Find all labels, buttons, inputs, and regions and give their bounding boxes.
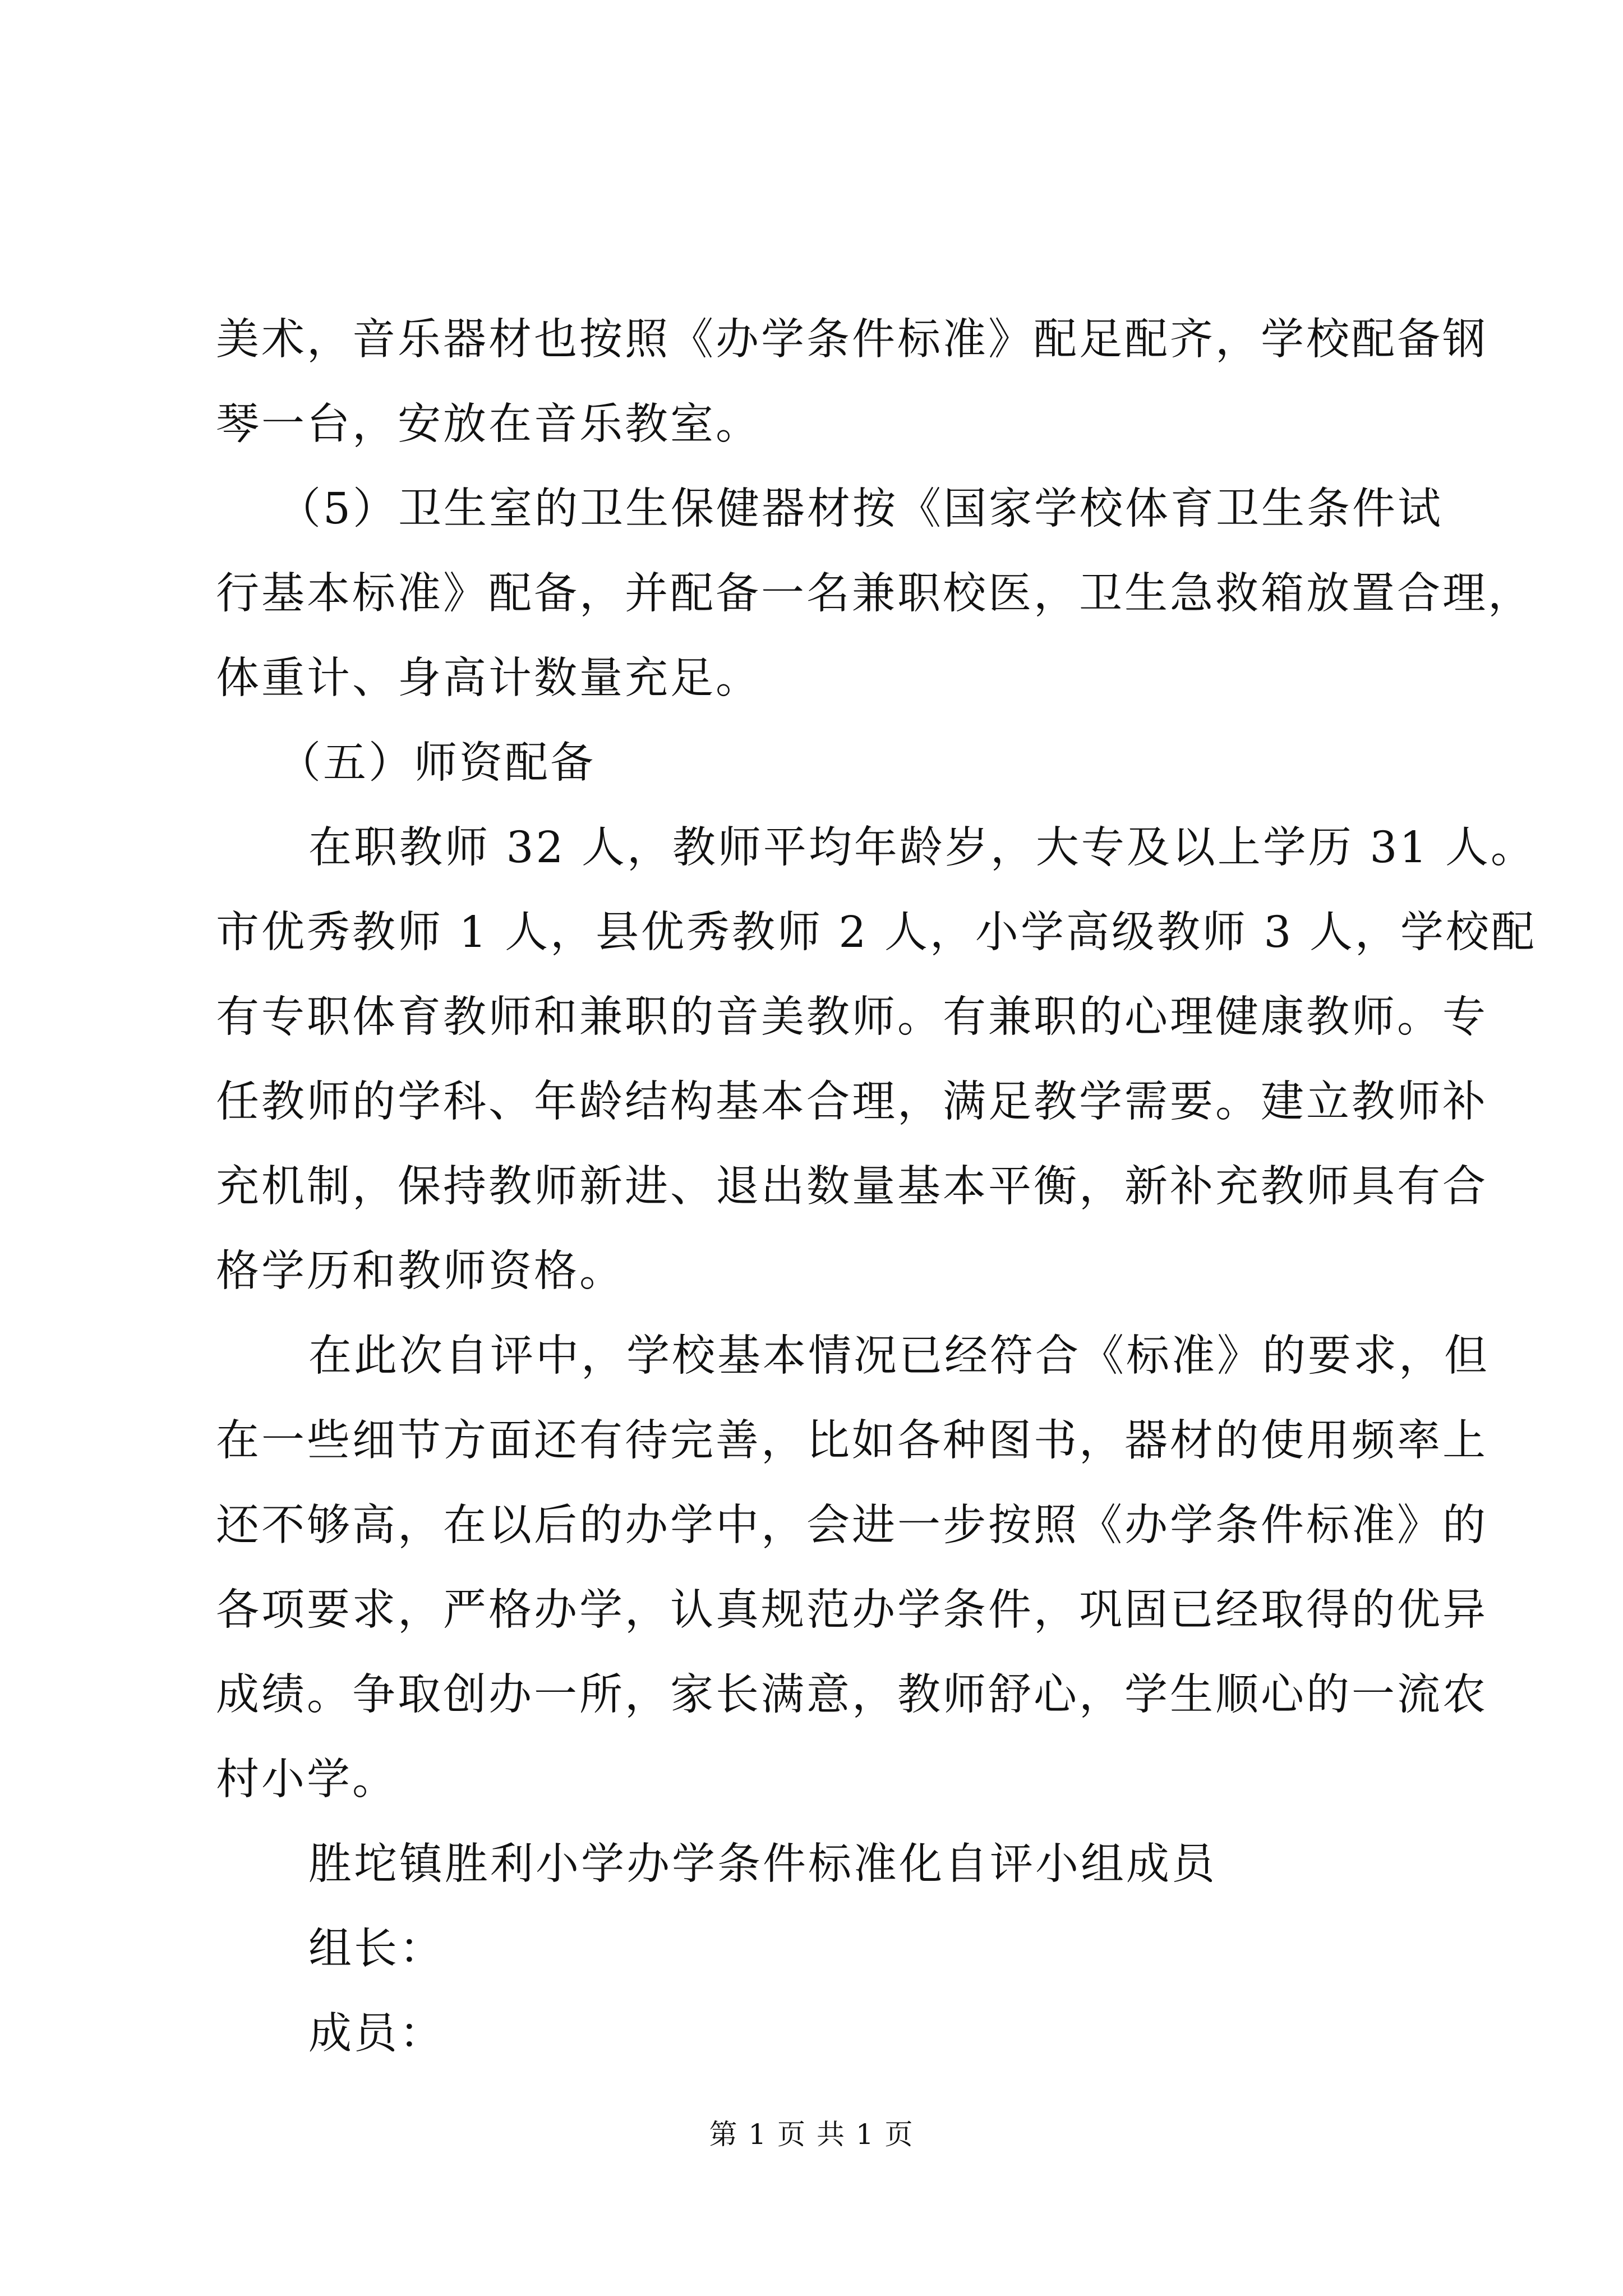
paragraph-line: 各项要求，严格办学，认真规范办学条件，巩固已经取得的优异 xyxy=(216,1585,1488,1635)
group-members-label: 成员： xyxy=(308,2009,445,2059)
paragraph-line: 任教师的学科、年龄结构基本合理，满足教学需要。建立教师补 xyxy=(216,1077,1488,1127)
paragraph-line: 还不够高，在以后的办学中，会进一步按照《办学条件标准》的 xyxy=(216,1501,1488,1550)
paragraph-line: （5）卫生室的卫生保健器材按《国家学校体育卫生条件试 xyxy=(278,484,1443,534)
paragraph-line: 成绩。争取创办一所，家长满意，教师舒心，学生顺心的一流农 xyxy=(216,1670,1488,1720)
paragraph-line: 在一些细节方面还有待完善，比如各种图书，器材的使用频率上 xyxy=(216,1416,1488,1466)
paragraph-line: 琴一台，安放在音乐教室。 xyxy=(216,399,761,449)
paragraph-line: 行基本标准》配备，并配备一名兼职校医，卫生急救箱放置合理， xyxy=(216,569,1533,619)
paragraph-line: 在职教师 32 人，教师平均年龄岁，大专及以上学历 31 人。 xyxy=(308,823,1536,873)
section-heading: （五）师资配备 xyxy=(278,738,596,788)
paragraph-line: 美术，音乐器材也按照《办学条件标准》配足配齐，学校配备钢 xyxy=(216,315,1488,365)
document-body xyxy=(216,297,1537,2076)
paragraph-line: 充机制，保持教师新进、退出数量基本平衡，新补充教师具有合 xyxy=(216,1162,1488,1212)
paragraph-line: 在此次自评中，学校基本情况已经符合《标准》的要求，但 xyxy=(308,1331,1490,1381)
page-number-footer: 第 1 页 共 1 页 xyxy=(709,2118,914,2151)
paragraph-line: 格学历和教师资格。 xyxy=(216,1246,625,1296)
paragraph-line: 有专职体育教师和兼职的音美教师。有兼职的心理健康教师。专 xyxy=(216,992,1488,1042)
paragraph-line: 体重计、身高计数量充足。 xyxy=(216,654,761,703)
paragraph-line: 市优秀教师 1 人，县优秀教师 2 人，小学高级教师 3 人，学校配 xyxy=(216,908,1537,958)
group-title: 胜坨镇胜利小学办学条件标准化自评小组成员 xyxy=(308,1839,1217,1889)
paragraph-line: 村小学。 xyxy=(216,1755,398,1805)
group-leader-label: 组长： xyxy=(308,1924,445,1974)
